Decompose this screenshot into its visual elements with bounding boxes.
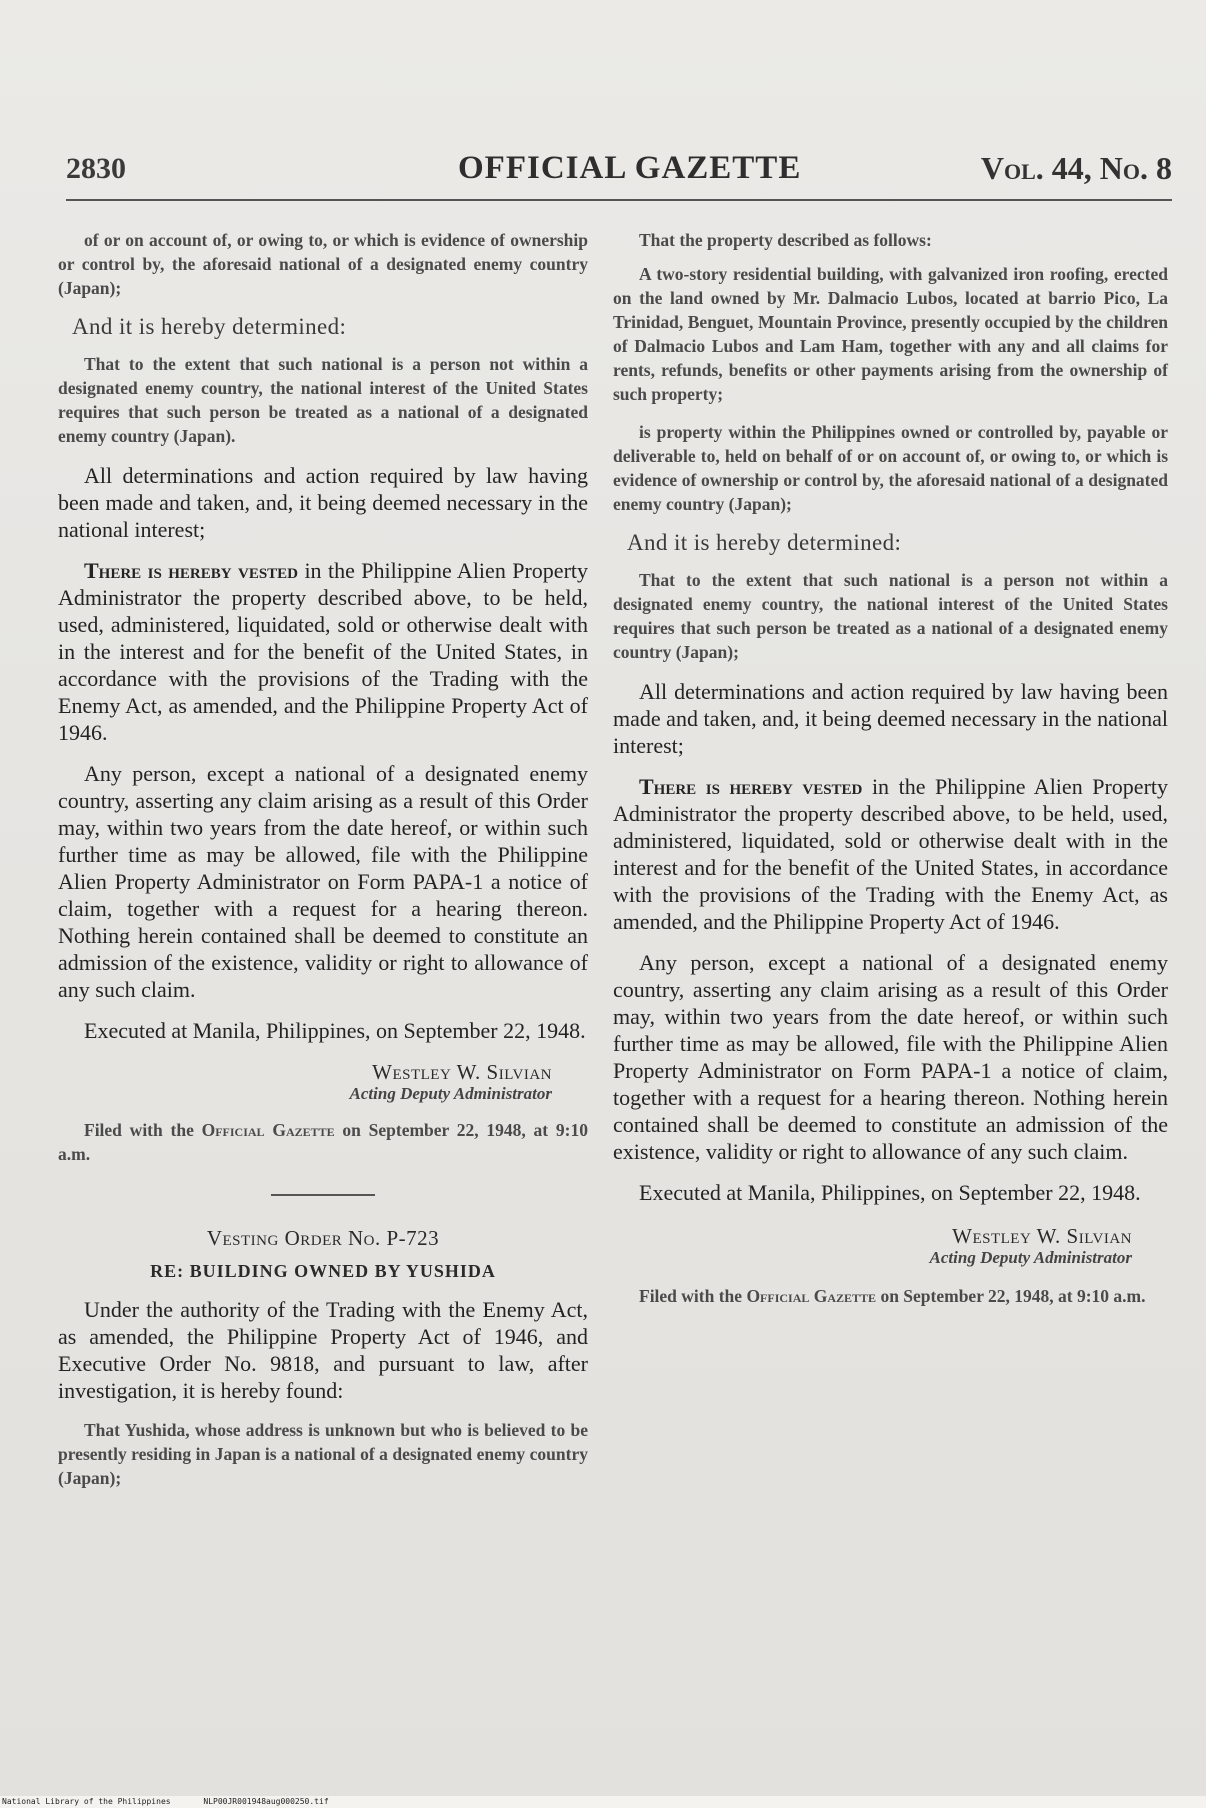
gazette-name: Official Gazette xyxy=(201,1120,335,1140)
file-name: NLP00JR001948aug000250.tif xyxy=(203,1797,329,1806)
section-divider xyxy=(271,1194,375,1196)
vested-text: in the Philippine Alien Property Administrator the property described above, to be held, used, administered, liquidated, sold or otherwise dealt with in the interest and for the benefit of the United States, in accordance with the provisions of the Trading with the Enemy Act, as amended, and the Philippine Property Act of 1946. xyxy=(613,774,1169,934)
paragraph: That the property described as follows: xyxy=(639,230,932,250)
paragraph: A two-story residential building, with galvanized iron roofing, erected on the land owned by Mr. Dalmacio Lubos, located at barrio Pico, La Trinidad, Benguet, Mountain Province, presently occupied by the children of Dalmacio Lubos and Lam Ham, together with any and all claims for rents, refunds, benefits or other payments arising from the ownership of such property; xyxy=(613,264,1168,404)
vested-text: in the Philippine Alien Property Administrator the property described above, to be held, used, administered, liquidated, sold or otherwise dealt with in the interest and for the benefit of the United States, in accordance with the provisions of the Trading with the Enemy Act, as amended, and the Philippine Property Act of 1946. xyxy=(58,558,589,745)
paragraph: is property within the Philippines owned or controlled by, payable or deliverable to, held on behalf of or on account of, or owing to, or which is evidence of ownership or control by, the aforesaid national of a designated enemy country (Japan); xyxy=(613,422,1168,514)
filing-note xyxy=(58,1118,588,1166)
filing-text: Filed with the xyxy=(84,1120,202,1140)
signature-block xyxy=(613,1224,1168,1268)
paragraph: of or on account of, or owing to, or which is evidence of ownership or control by, the aforesaid national of a designated enemy country (Japan); xyxy=(58,230,588,298)
paragraph: That to the extent that such national is a person not within a designated enemy country, the national interest of the United States requires that such person be treated as a national of a designated enemy country (Japan). xyxy=(58,354,588,446)
paragraph: That Yushida, whose address is unknown but who is believed to be presently residing in Japan is a national of a designated enemy country (Japan); xyxy=(58,1420,588,1488)
publication-title: OFFICIAL GAZETTE xyxy=(458,150,802,186)
paragraph: Executed at Manila, Philippines, on September 22, 1948. xyxy=(639,1180,1141,1205)
library-credit: National Library of the Philippines xyxy=(2,1797,171,1806)
signatory-title: Acting Deputy Administrator xyxy=(349,1084,552,1103)
left-column xyxy=(58,228,588,1490)
signatory-name: Westley W. Silvian xyxy=(372,1060,552,1084)
gazette-name: Official Gazette xyxy=(746,1286,877,1306)
paragraph: Any person, except a national of a designated enemy country, asserting any claim arising as a result of this Order may, within two years from the date hereof, or within such further time as may be allowed, file with the Philippine Alien Property Administrator on Form PAPA-1 a notice of claim, together with a request for a hearing thereon. Nothing herein contained shall be deemed to constitute an admission of the existence, validity or right to allowance of any such claim. xyxy=(613,950,1168,1164)
signatory-name: Westley W. Silvian xyxy=(952,1224,1132,1248)
volume-issue: Vol. 44, No. 8 xyxy=(980,150,1172,186)
paragraph xyxy=(613,773,1168,935)
paragraph xyxy=(58,557,588,746)
order-title: Vesting Order No. P-723 xyxy=(206,1226,440,1250)
filing-note xyxy=(613,1284,1168,1308)
header-rule xyxy=(66,199,1172,201)
page-number: 2830 xyxy=(66,152,126,185)
paragraph: All determinations and action required by law having been made and taken, and, it being deemed necessary in the national interest; xyxy=(58,463,588,542)
paragraph: All determinations and action required by law having been made and taken, and, it being deemed necessary in the national interest; xyxy=(613,679,1168,758)
paragraph: That to the extent that such national is a person not within a designated enemy country, the national interest of the United States requires that such person be treated as a national of a designated enemy country (Japan); xyxy=(613,570,1168,662)
paragraph: Executed at Manila, Philippines, on September 22, 1948. xyxy=(84,1018,586,1043)
paragraph: Any person, except a national of a designated enemy country, asserting any claim arising as a result of this Order may, within two years from the date hereof, or within such further time as may be allowed, file with the Philippine Alien Property Administrator on Form PAPA-1 a notice of claim, together with a request for a hearing thereon. Nothing herein contained shall be deemed to constitute an admission of the existence, validity or right to allowance of any such claim. xyxy=(58,761,588,1002)
order-subject: RE: BUILDING OWNED BY YUSHIDA xyxy=(150,1261,496,1281)
signatory-title: Acting Deputy Administrator xyxy=(929,1248,1132,1267)
vested-lead: There is hereby vested xyxy=(639,774,863,799)
section-heading: And it is hereby determined: xyxy=(72,314,347,339)
page-header xyxy=(66,152,1172,198)
vested-lead: There is hereby vested xyxy=(84,558,299,583)
filing-text: on September 22, 1948, at 9:10 a.m. xyxy=(58,1120,588,1164)
filing-text: on September 22, 1948, at 9:10 a.m. xyxy=(876,1286,1146,1306)
scan-footer xyxy=(0,1796,1206,1808)
section-heading: And it is hereby determined: xyxy=(627,530,902,555)
filing-text: Filed with the xyxy=(639,1286,747,1306)
right-column xyxy=(613,228,1168,1308)
signature-block xyxy=(58,1060,588,1104)
paragraph: Under the authority of the Trading with the Enemy Act, as amended, the Philippine Property Act of 1946, and Executive Order No. 9818, and pursuant to law, after investigation, it is hereby found: xyxy=(58,1297,588,1403)
